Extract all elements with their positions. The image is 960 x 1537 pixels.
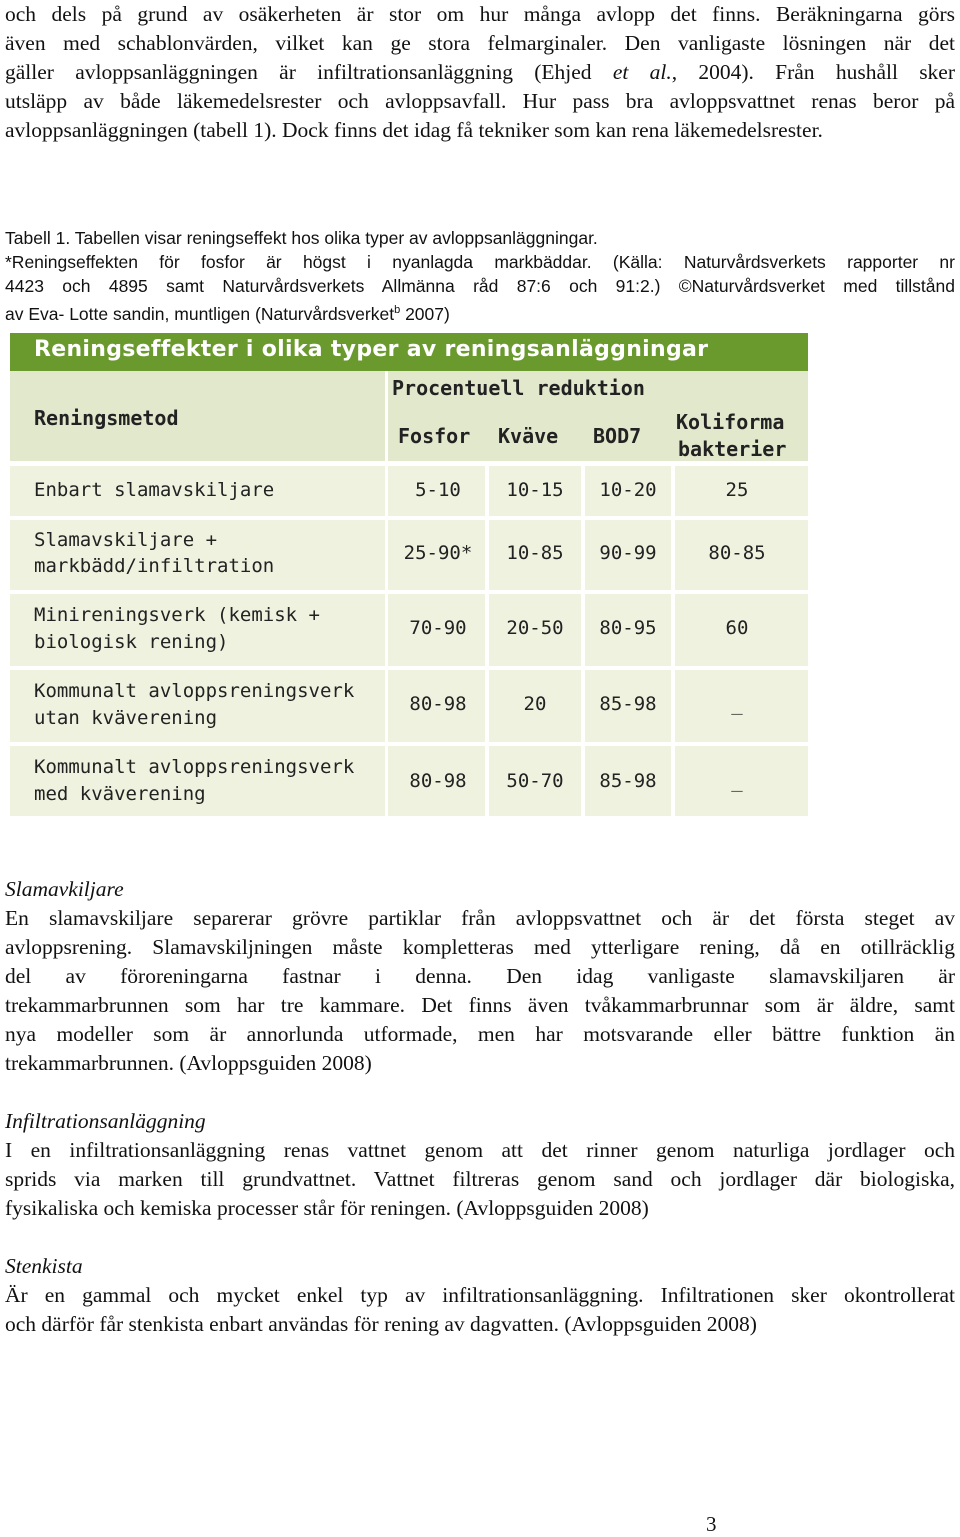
column-header-fosfor: Fosfor (398, 424, 471, 448)
cell-value: 80-98 (409, 770, 467, 792)
caption-line: 4423 och 4895 samt Naturvårdsverkets Allmänna råd 87:6 och 91:2.) ©Naturvårdsverket med tillstånd (5, 276, 955, 296)
intro-line (5, 58, 955, 87)
cell-value: 70-90 (409, 617, 467, 639)
reduction-table (10, 333, 808, 816)
intro-line-text: , 2004). Från hushåll sker (671, 60, 956, 84)
caption-superscript: b (394, 304, 401, 316)
intro-line-text: gäller avloppsanläggningen är infiltrationsanläggning (Ehjed (5, 60, 613, 84)
cell-value: 80-95 (599, 617, 657, 639)
column-header-bod7: BOD7 (593, 424, 642, 448)
table-cell (675, 746, 808, 816)
table-cell (489, 670, 581, 742)
method-label: markbädd/infiltration (34, 555, 275, 577)
table-cell (489, 520, 581, 590)
table-cell (388, 594, 485, 666)
intro-paragraph (5, 0, 955, 145)
column-header-koliforma: Koliforma (676, 410, 785, 434)
table-row-method (10, 520, 385, 590)
paragraph-line: Är en gammal och mycket enkel typ av infiltrationsanläggning. Infiltrationen sker okontrollerat (5, 1283, 955, 1307)
caption-line: *Reningseffekten för fosfor är högst i nyanlagda markbäddar. (Källa: Naturvårdsverkets rapporter nr (5, 252, 955, 272)
method-label: Slamavskiljare + (34, 529, 218, 551)
paragraph-line: del av föroreningarna fastnar i denna. Den idag vanligaste slamavskiljaren är (5, 964, 955, 988)
section-heading: Infiltrationsanläggning (5, 1109, 206, 1133)
cell-value: _ (731, 770, 743, 792)
column-header-bakterier: bakterier (678, 437, 787, 461)
cell-value: 85-98 (599, 693, 657, 715)
method-label: Enbart slamavskiljare (34, 479, 275, 501)
paragraph-line: En slamavskiljare separerar grövre partiklar från avloppsvattnet och är det första steget av (5, 906, 955, 930)
method-label: utan kväverening (34, 707, 218, 729)
table-title: Reningseffekter i olika typer av reningsanläggningar (34, 337, 709, 362)
header-cell-reduction (388, 371, 808, 461)
caption-line-text: 2007) (400, 303, 450, 324)
cell-value: 25-90* (403, 542, 473, 564)
page-number: 3 (706, 1512, 717, 1536)
table-cell (675, 520, 808, 590)
method-label: biologisk rening) (34, 631, 229, 653)
table-cell (585, 670, 671, 742)
table-row-method (10, 746, 385, 816)
table-cell (585, 466, 671, 516)
paragraph-line: och därför får stenkista enbart användas för rening av dagvatten. (Avloppsguiden 2008) (5, 1312, 757, 1336)
method-label: med kväverening (34, 783, 206, 805)
method-label: Minireningsverk (kemisk + (34, 604, 320, 626)
table-title-bar (10, 333, 808, 371)
table-cell (585, 746, 671, 816)
table-cell (675, 466, 808, 516)
table-cell (489, 746, 581, 816)
section-paragraph (5, 904, 955, 1078)
table-cell (388, 466, 485, 516)
section-heading: Slamavkiljare (5, 877, 124, 901)
intro-line: även med schablonvärden, vilket kan ge stora felmarginaler. Den vanligaste lösningen när det (5, 31, 955, 55)
paragraph-line: sprids via marken till grundvattnet. Vattnet filtreras genom sand och jordlager där biologiska, (5, 1167, 955, 1191)
cell-value: 10-20 (599, 479, 657, 501)
table-cell (675, 594, 808, 666)
caption-line-text: av Eva- Lotte sandin, muntligen (Naturvårdsverket (5, 303, 395, 324)
table-row-method (10, 466, 385, 516)
section-paragraph (5, 1136, 955, 1223)
cell-value: 20 (523, 693, 547, 715)
paragraph-line: trekammarbrunnen. (Avloppsguiden 2008) (5, 1051, 372, 1075)
caption-line: Tabell 1. Tabellen visar reningseffekt hos olika typer av avloppsanläggningar. (5, 228, 598, 248)
caption-line (5, 298, 955, 326)
table-cell (388, 520, 485, 590)
cell-value: 60 (725, 617, 749, 639)
table-caption (5, 226, 955, 326)
cell-value: 90-99 (599, 542, 657, 564)
section-paragraph (5, 1281, 955, 1339)
section-heading: Stenkista (5, 1254, 83, 1278)
cell-value: 80-98 (409, 693, 467, 715)
intro-line: och dels på grund av osäkerheten är stor om hur många avlopp det finns. Beräkningarna görs (5, 2, 955, 26)
cell-value: 5-10 (415, 479, 461, 501)
paragraph-line: trekammarbrunnen som har tre kammare. Det finns även tvåkammarbrunnar som är äldre, samt (5, 993, 955, 1017)
table-cell (675, 670, 808, 742)
table-cell (585, 520, 671, 590)
table-cell (388, 670, 485, 742)
cell-value: 50-70 (506, 770, 564, 792)
table-cell (388, 746, 485, 816)
cell-value: 85-98 (599, 770, 657, 792)
method-header: Reningsmetod (34, 406, 179, 430)
intro-line: utsläpp av både läkemedelsrester och avloppsavfall. Hur pass bra avloppsvattnet renas beror på (5, 89, 955, 113)
paragraph-line: nya modeller som är annorlunda utformade, men har motsvarande eller bättre funktion än (5, 1022, 955, 1046)
method-label: Kommunalt avloppsreningsverk (34, 680, 355, 702)
table-cell (585, 594, 671, 666)
cell-value: _ (731, 693, 743, 715)
table-cell (489, 466, 581, 516)
cell-value: 10-15 (506, 479, 564, 501)
paragraph-line: fysikaliska och kemiska processer står för reningen. (Avloppsguiden 2008) (5, 1196, 649, 1220)
table-row-method (10, 670, 385, 742)
cell-value: 10-85 (506, 542, 564, 564)
intro-line: avloppsanläggningen (tabell 1). Dock finns det idag få tekniker som kan rena läkemedelsrester. (5, 118, 823, 142)
cell-value: 20-50 (506, 617, 564, 639)
citation-etal: et al. (612, 60, 672, 84)
table-row-method (10, 594, 385, 666)
cell-value: 80-85 (708, 542, 766, 564)
group-header: Procentuell reduktion (392, 376, 645, 400)
table-cell (489, 594, 581, 666)
paragraph-line: avloppsrening. Slamavskiljningen måste kompletteras med ytterligare rening, då en otillräcklig (5, 935, 955, 959)
method-label: Kommunalt avloppsreningsverk (34, 756, 355, 778)
header-cell-method (10, 371, 385, 461)
paragraph-line: I en infiltrationsanläggning renas vattnet genom att det rinner genom naturliga jordlager och (5, 1138, 955, 1162)
cell-value: 25 (725, 479, 749, 501)
column-header-kvave: Kväve (498, 424, 559, 448)
